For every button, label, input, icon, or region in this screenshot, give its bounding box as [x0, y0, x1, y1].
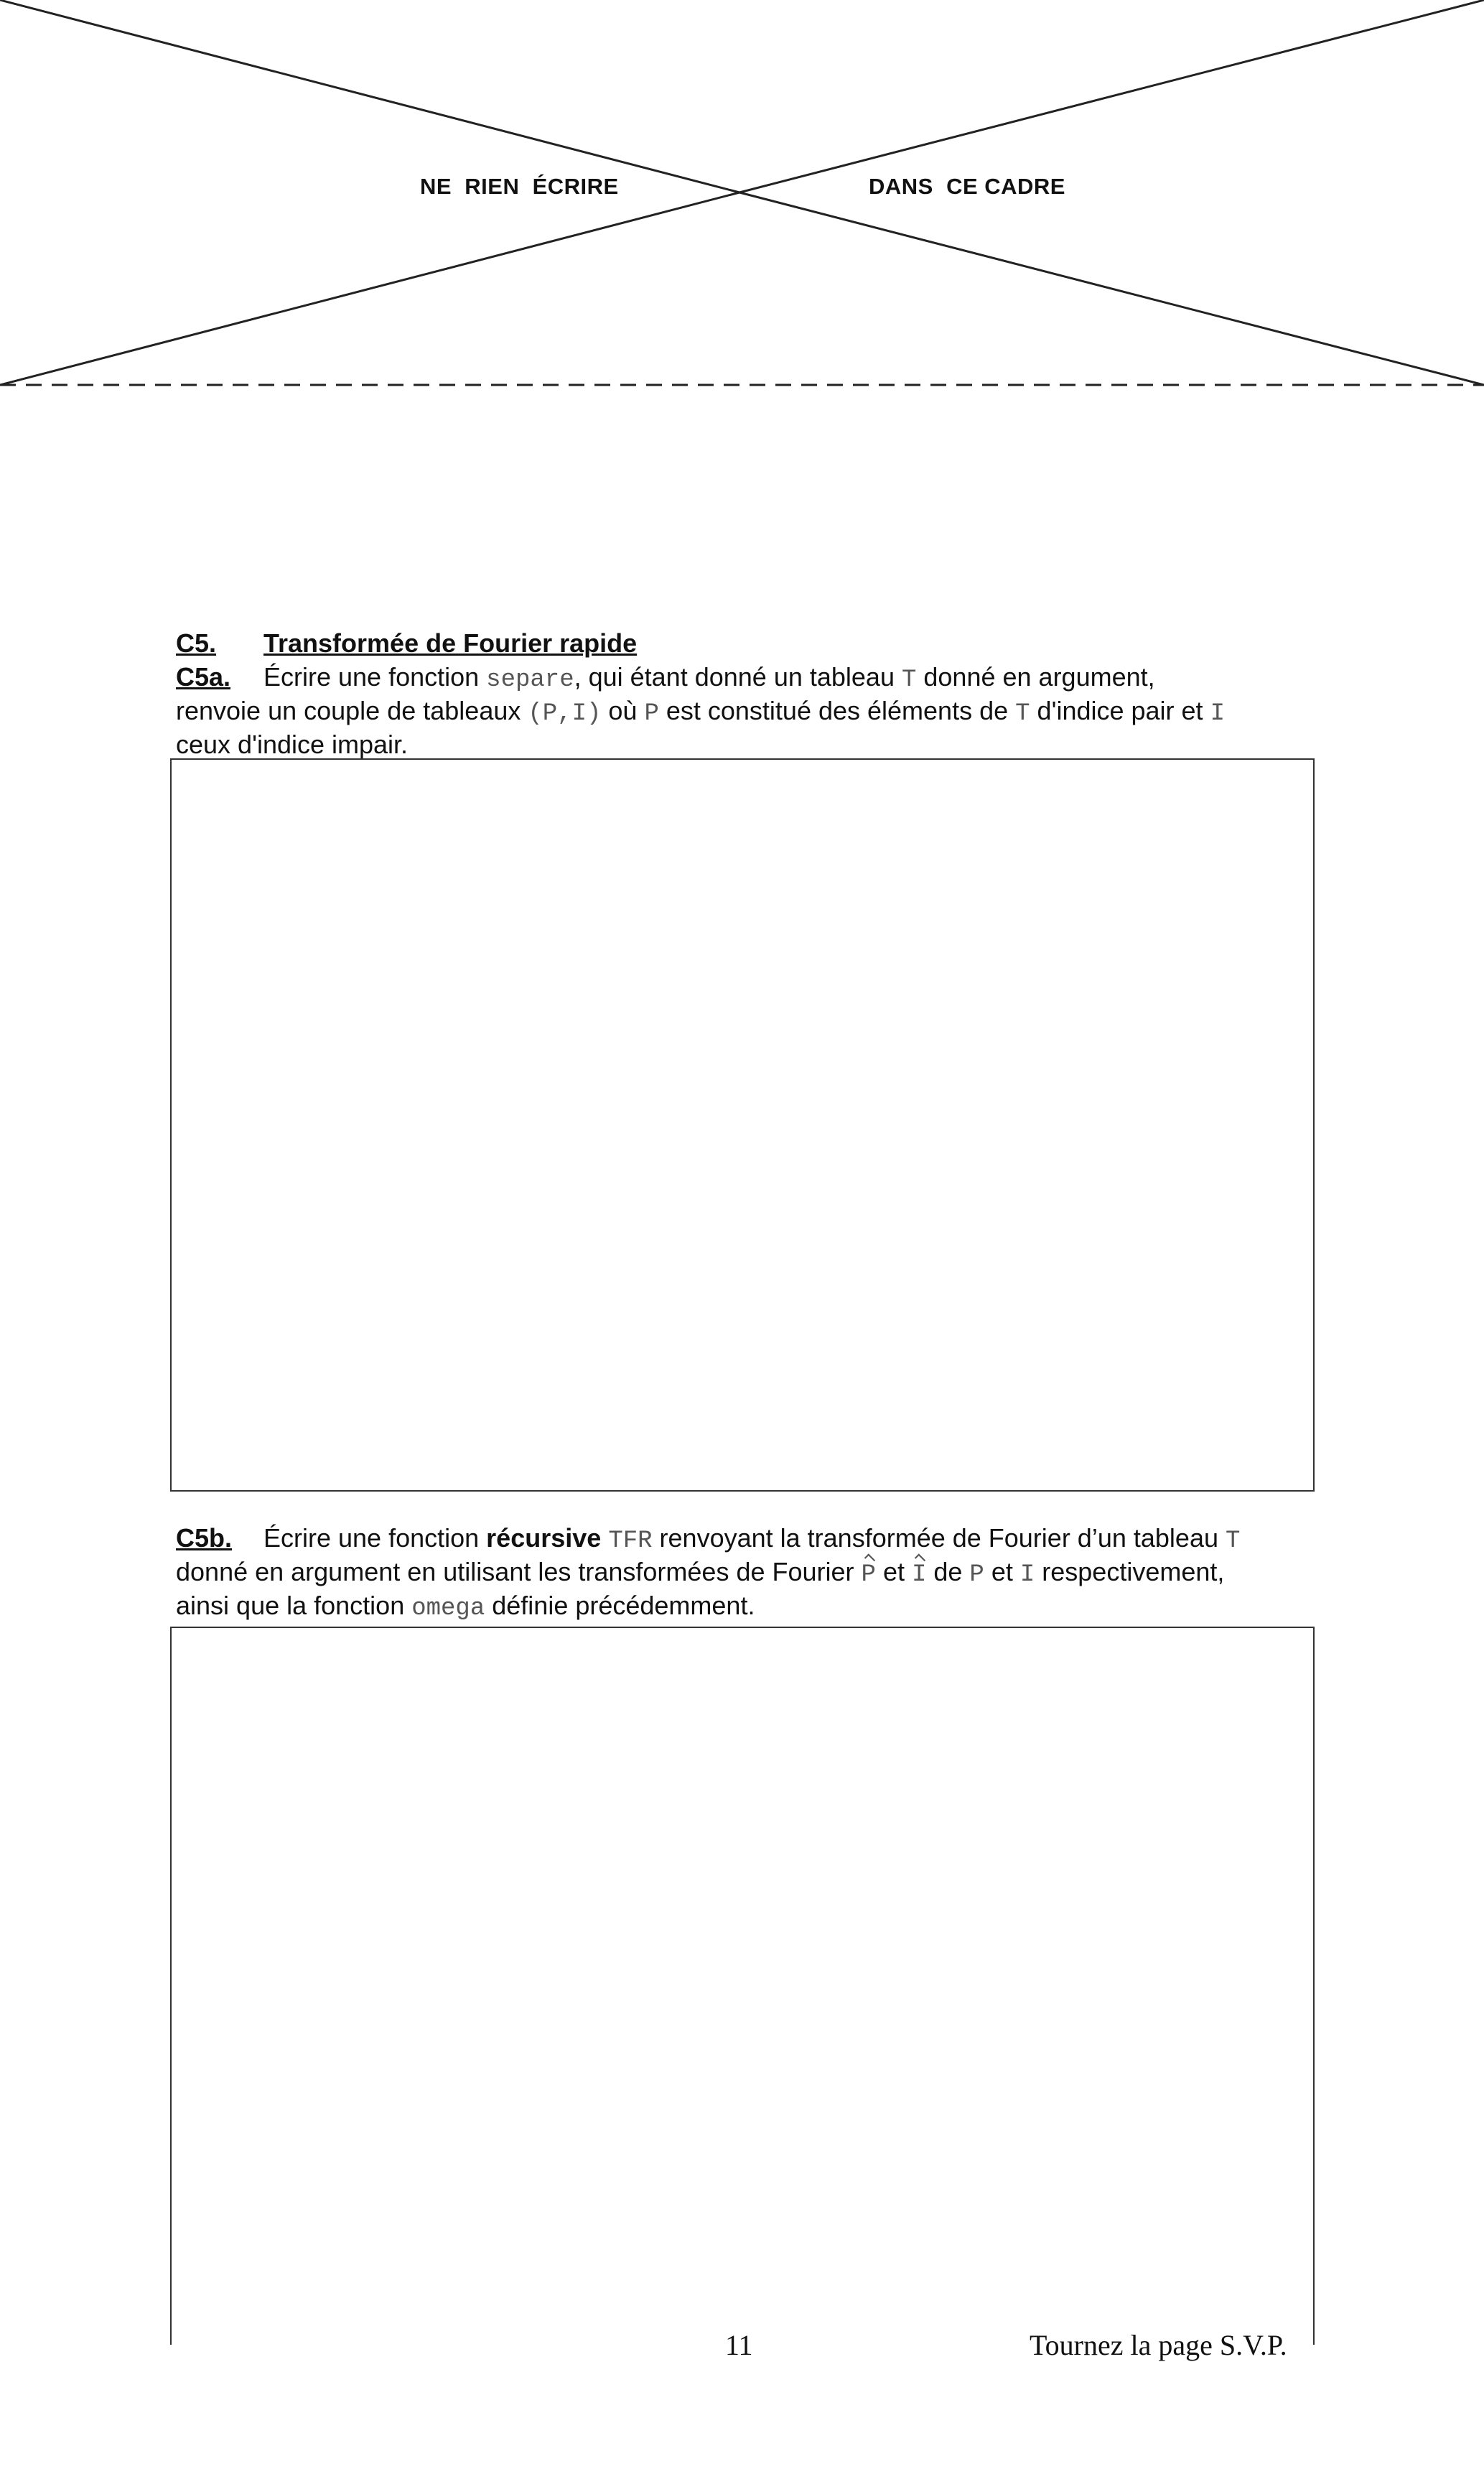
code-P-hat: P: [862, 1558, 876, 1592]
answer-box-b[interactable]: [170, 1627, 1315, 2345]
turn-page-note: Tournez la page S.V.P.: [1030, 2329, 1287, 2361]
code-I: I: [1210, 700, 1225, 727]
text: ceux d'indice impair.: [176, 730, 409, 759]
page-number: 11: [725, 2329, 753, 2361]
code-I: I: [1019, 1561, 1035, 1589]
question-a-line-1: [176, 660, 1155, 697]
text: d'indice pair et: [1030, 696, 1210, 725]
code-TFR: TFR: [608, 1527, 653, 1555]
section-title: Transformée de Fourier rapide: [263, 628, 638, 658]
text: donné en argument en utilisant les transformées de Fourier: [176, 1557, 862, 1586]
banner-right-text: DANS CE CADRE: [869, 174, 1065, 199]
text: où: [601, 696, 645, 725]
question-a-line-3: [176, 727, 408, 762]
code-PI: (P,I): [528, 700, 602, 727]
code-omega: omega: [411, 1595, 485, 1622]
banner-left-text: NE RIEN ÉCRIRE: [420, 174, 619, 199]
section-number: C5.: [176, 628, 217, 658]
code-P: P: [969, 1561, 984, 1589]
bold-recursive: récursive: [486, 1523, 602, 1553]
text: et: [875, 1557, 912, 1586]
question-b-line-2: [176, 1555, 1224, 1592]
cross-line-left-low: [0, 192, 739, 385]
text: et: [984, 1557, 1020, 1586]
text: [601, 1523, 608, 1553]
question-b-line-3: [176, 1589, 755, 1626]
text: renvoyant la transformée de Fourier d’un tableau: [652, 1523, 1226, 1553]
text: respectivement,: [1035, 1557, 1225, 1586]
question-a-line-2: [176, 694, 1225, 731]
text: donné en argument,: [916, 662, 1155, 692]
code-P: P: [644, 700, 659, 727]
code-T: T: [901, 666, 917, 694]
cross-line-right-low: [739, 192, 1484, 385]
no-write-frame: [0, 0, 1484, 402]
question-a-label: C5a.: [176, 662, 231, 692]
code-I-hat: I: [912, 1558, 926, 1592]
text: de: [926, 1557, 970, 1586]
text: Écrire une fonction: [263, 662, 487, 692]
text: ainsi que la fonction: [176, 1591, 412, 1620]
section-heading: [176, 626, 637, 661]
answer-box-a[interactable]: [170, 758, 1315, 1492]
question-b-line-1: [176, 1521, 1240, 1558]
cross-line-right: [739, 0, 1484, 192]
text: renvoie un couple de tableaux: [176, 696, 528, 725]
text: Écrire une fonction: [263, 1523, 487, 1553]
code-T: T: [1015, 700, 1030, 727]
question-b-label: C5b.: [176, 1523, 233, 1553]
text: , qui étant donné un tableau: [574, 662, 902, 692]
text: définie précédemment.: [485, 1591, 755, 1620]
code-separe: separe: [486, 666, 574, 694]
code-T: T: [1225, 1527, 1241, 1555]
text: est constitué des éléments de: [658, 696, 1016, 725]
cross-line-left: [0, 0, 739, 192]
